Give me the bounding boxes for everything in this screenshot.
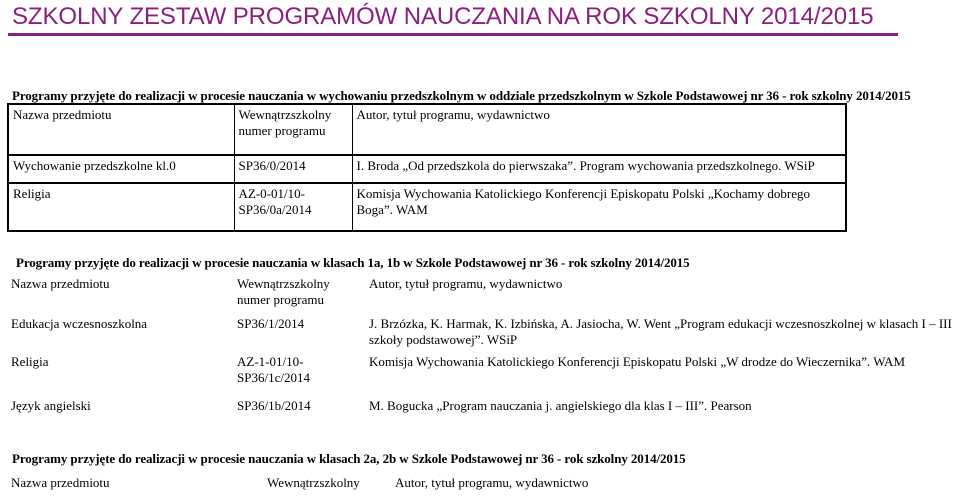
table-row	[8, 183, 846, 231]
table-row	[7, 352, 957, 396]
section-heading-grade1: Programy przyjęte do realizacji w procesie nauczania w klasach 1a, 1b w Szkole Podstawowej nr 36 - rok szkolny 2014/2015	[16, 255, 690, 270]
section-heading-grade2: Programy przyjęte do realizacji w procesie nauczania w klasach 2a, 2b w Szkole Podstawowej nr 36 - rok szkolny 2014/2015	[12, 451, 686, 466]
table-header-row	[8, 104, 846, 155]
row-number: SP36/0/2014	[234, 155, 352, 183]
header-subject: Nazwa przedmiotu	[8, 104, 234, 155]
header-subject: Nazwa przedmiotu	[11, 475, 110, 490]
header-author: Autor, tytuł programu, wydawnictwo	[356, 107, 550, 122]
row-author: Komisja Wychowania Katolickiego Konferencji Episkopatu Polski „Kochamy dobrego Boga”. WAM	[352, 183, 846, 231]
row-author: M. Bogucka „Program nauczania j. angielskiego dla klas I – III”. Pearson	[369, 398, 752, 413]
table-header-row	[7, 473, 707, 495]
header-author: Autor, tytuł programu, wydawnictwo	[369, 276, 563, 291]
title-underline	[8, 33, 898, 36]
row-subject: Język angielski	[11, 398, 91, 413]
header-number: Wewnątrzszkolny numer programu	[234, 104, 352, 155]
row-number: SP36/1/2014	[237, 316, 305, 331]
row-author: I. Broda „Od przedszkola do pierwszaka”. Program wychowania przedszkolnego. WSiP	[352, 155, 846, 183]
table-grade2	[7, 473, 707, 495]
section-heading-preschool: Programy przyjęte do realizacji w procesie nauczania w wychowaniu przedszkolnym w oddziale przedszkolnym w Szkole Podstawowej nr 36 - rok szkolny 2014/2015	[12, 88, 911, 103]
row-author: J. Brzózka, K. Harmak, K. Izbińska, A. Jasiocha, W. Went „Program edukacji wczesnoszkolnej w klasach I – III szkoły podstawowej”. WSiP	[369, 316, 952, 347]
row-subject: Religia	[11, 354, 49, 369]
header-number: Wewnątrzszkolny	[267, 475, 360, 490]
header-author: Autor, tytuł programu, wydawnictwo	[395, 475, 589, 490]
header-subject: Nazwa przedmiotu	[11, 276, 110, 291]
page-title: SZKOLNY ZESTAW PROGRAMÓW NAUCZANIA NA ROK SZKOLNY 2014/2015	[12, 3, 874, 30]
table-grade1	[7, 274, 957, 426]
table-preschool	[7, 103, 847, 232]
row-number: SP36/1b/2014	[237, 398, 311, 413]
row-subject: Religia	[8, 183, 234, 231]
table-header-row	[7, 274, 957, 314]
table-row	[7, 314, 957, 352]
table-row	[8, 155, 846, 183]
row-number: AZ-0-01/10-SP36/0a/2014	[234, 183, 352, 231]
row-subject: Wychowanie przedszkolne kl.0	[8, 155, 234, 183]
header-number: Wewnątrzszkolny numer programu	[237, 276, 330, 307]
row-number: AZ-1-01/10-SP36/1c/2014	[237, 354, 310, 385]
row-subject: Edukacja wczesnoszkolna	[11, 316, 148, 331]
table-row	[7, 396, 957, 426]
row-author: Komisja Wychowania Katolickiego Konferencji Episkopatu Polski „W drodze do Wieczernika”. WAM	[369, 354, 906, 369]
